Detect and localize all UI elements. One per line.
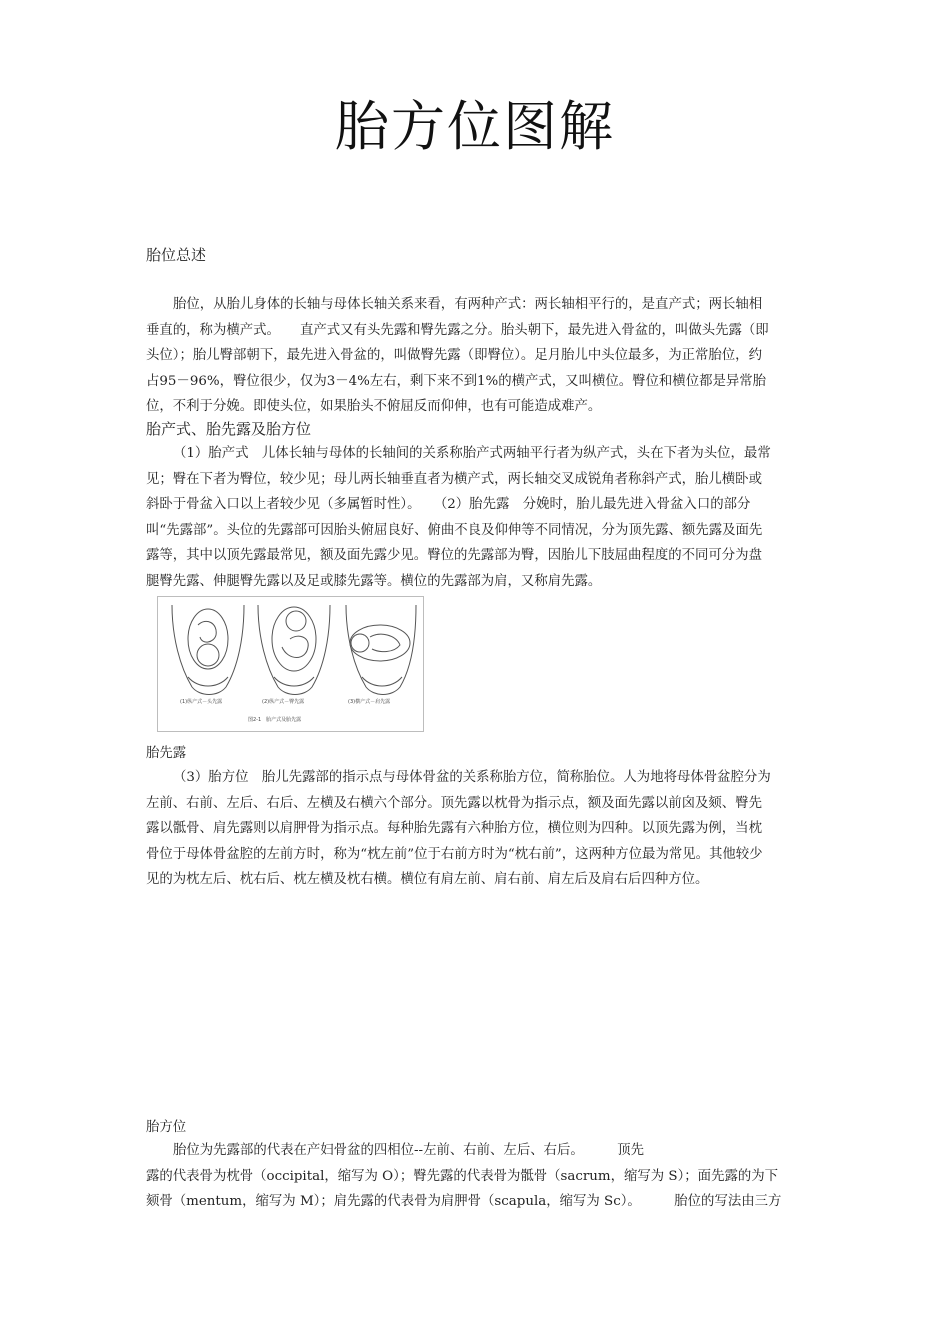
figure-caption: 胎先露	[146, 746, 187, 761]
text-line: 胎位为先露部的代表在产妇骨盆的四相位--左前、右前、左后、右后。 顶先	[173, 1143, 645, 1158]
text-line: 露以骶骨、肩先露则以肩胛骨为指示点。每种胎先露有六种胎方位，横位则为四种。以顶先露为例，当枕	[146, 821, 762, 836]
paragraph-position	[146, 765, 808, 893]
text-line: 颏骨（mentum，缩写为 M）；肩先露的代表骨为肩胛骨（scapula，缩写为 Sc）。 胎位的写法由三方	[146, 1194, 782, 1209]
fetal-presentation-illustration	[158, 597, 423, 731]
panel-label: (3)横产式－肩先露	[348, 699, 391, 705]
section-heading-fetal-position: 胎方位	[146, 1120, 187, 1135]
text-line: 露等，其中以顶先露最常见，额及面先露少见。臀位的先露部为臀，因胎儿下肢屈曲程度的不同可分为盘	[146, 548, 762, 563]
text-line: （3）胎方位 胎儿先露部的指示点与母体骨盆的关系称胎方位，简称胎位。人为地将母体骨盆腔分为	[173, 770, 771, 785]
text-line: 左前、右前、左后、右后、左横及右横六个部分。顶先露以枕骨为指示点，额及面先露以前囟及颏、臀先	[146, 795, 762, 811]
text-line: 占95－96%，臀位很少，仅为3－4%左右，剩下来不到1%的横产式，又叫横位。臀位和横位都是异常胎	[146, 373, 767, 389]
text-line: 胎位，从胎儿身体的长轴与母体长轴关系来看，有两种产式：两长轴相平行的，是直产式；两长轴相	[173, 297, 763, 312]
section-heading-presentation: 胎产式、胎先露及胎方位	[146, 420, 312, 438]
text-line: 见；臀在下者为臀位，较少见；母儿两长轴垂直者为横产式，两长轴交叉成锐角者称斜产式，胎儿横卧或	[146, 471, 762, 487]
paragraph-fetal-position	[146, 1138, 808, 1215]
text-line: 露的代表骨为枕骨（occipital，缩写为 O）；臀先露的代表骨为骶骨（sacrum，缩写为 S）；面先露的为下	[146, 1168, 779, 1184]
text-line: 头位）；胎儿臀部朝下，最先进入骨盆的，叫做臀先露（即臀位）。足月胎儿中头位最多，为正常胎位，约	[146, 348, 762, 363]
page-title: 胎方位图解	[335, 95, 615, 158]
panel-label: (1)纵产式－头先露	[180, 699, 223, 705]
section-heading-overview: 胎位总述	[146, 246, 207, 264]
text-line: 位，不利于分娩。即使头位，如果胎头不俯屈反而仰伸，也有可能造成难产。	[146, 399, 602, 414]
figure-small-caption: 图2-1 胎产式及胎先露	[248, 717, 302, 723]
text-line: 斜卧于骨盆入口以上者较少见（多属暂时性）。 （2）胎先露 分娩时，胎儿最先进入骨盆入口的部分	[146, 497, 751, 512]
text-line: 见的为枕左后、枕右后、枕左横及枕右横。横位有肩左前、肩右前、肩左后及肩右后四种方位。	[146, 872, 709, 887]
text-line: （1）胎产式 儿体长轴与母体的长轴间的关系称胎产式两轴平行者为纵产式，头在下者为头位，最常	[173, 446, 771, 461]
text-line: 垂直的，称为横产式。 直产式又有头先露和臀先露之分。胎头朝下，最先进入骨盆的，叫做头先露（即	[146, 322, 769, 338]
text-line: 骨位于母体骨盆腔的左前方时，称为“枕左前”位于右前方时为“枕右前”，这两种方位最为常见。其他较少	[146, 846, 763, 862]
text-line: 叫“先露部”。头位的先露部可因胎头俯屈良好、俯曲不良及仰伸等不同情况，分为顶先露、额先露及面先	[146, 522, 763, 538]
panel-label: (2)纵产式－臀先露	[262, 699, 305, 705]
paragraph-presentation	[146, 441, 808, 594]
fetal-presentation-figure	[157, 596, 424, 732]
text-line: 腿臀先露、伸腿臀先露以及足或膝先露等。横位的先露部为肩，又称肩先露。	[146, 573, 602, 589]
paragraph-overview	[146, 292, 808, 420]
